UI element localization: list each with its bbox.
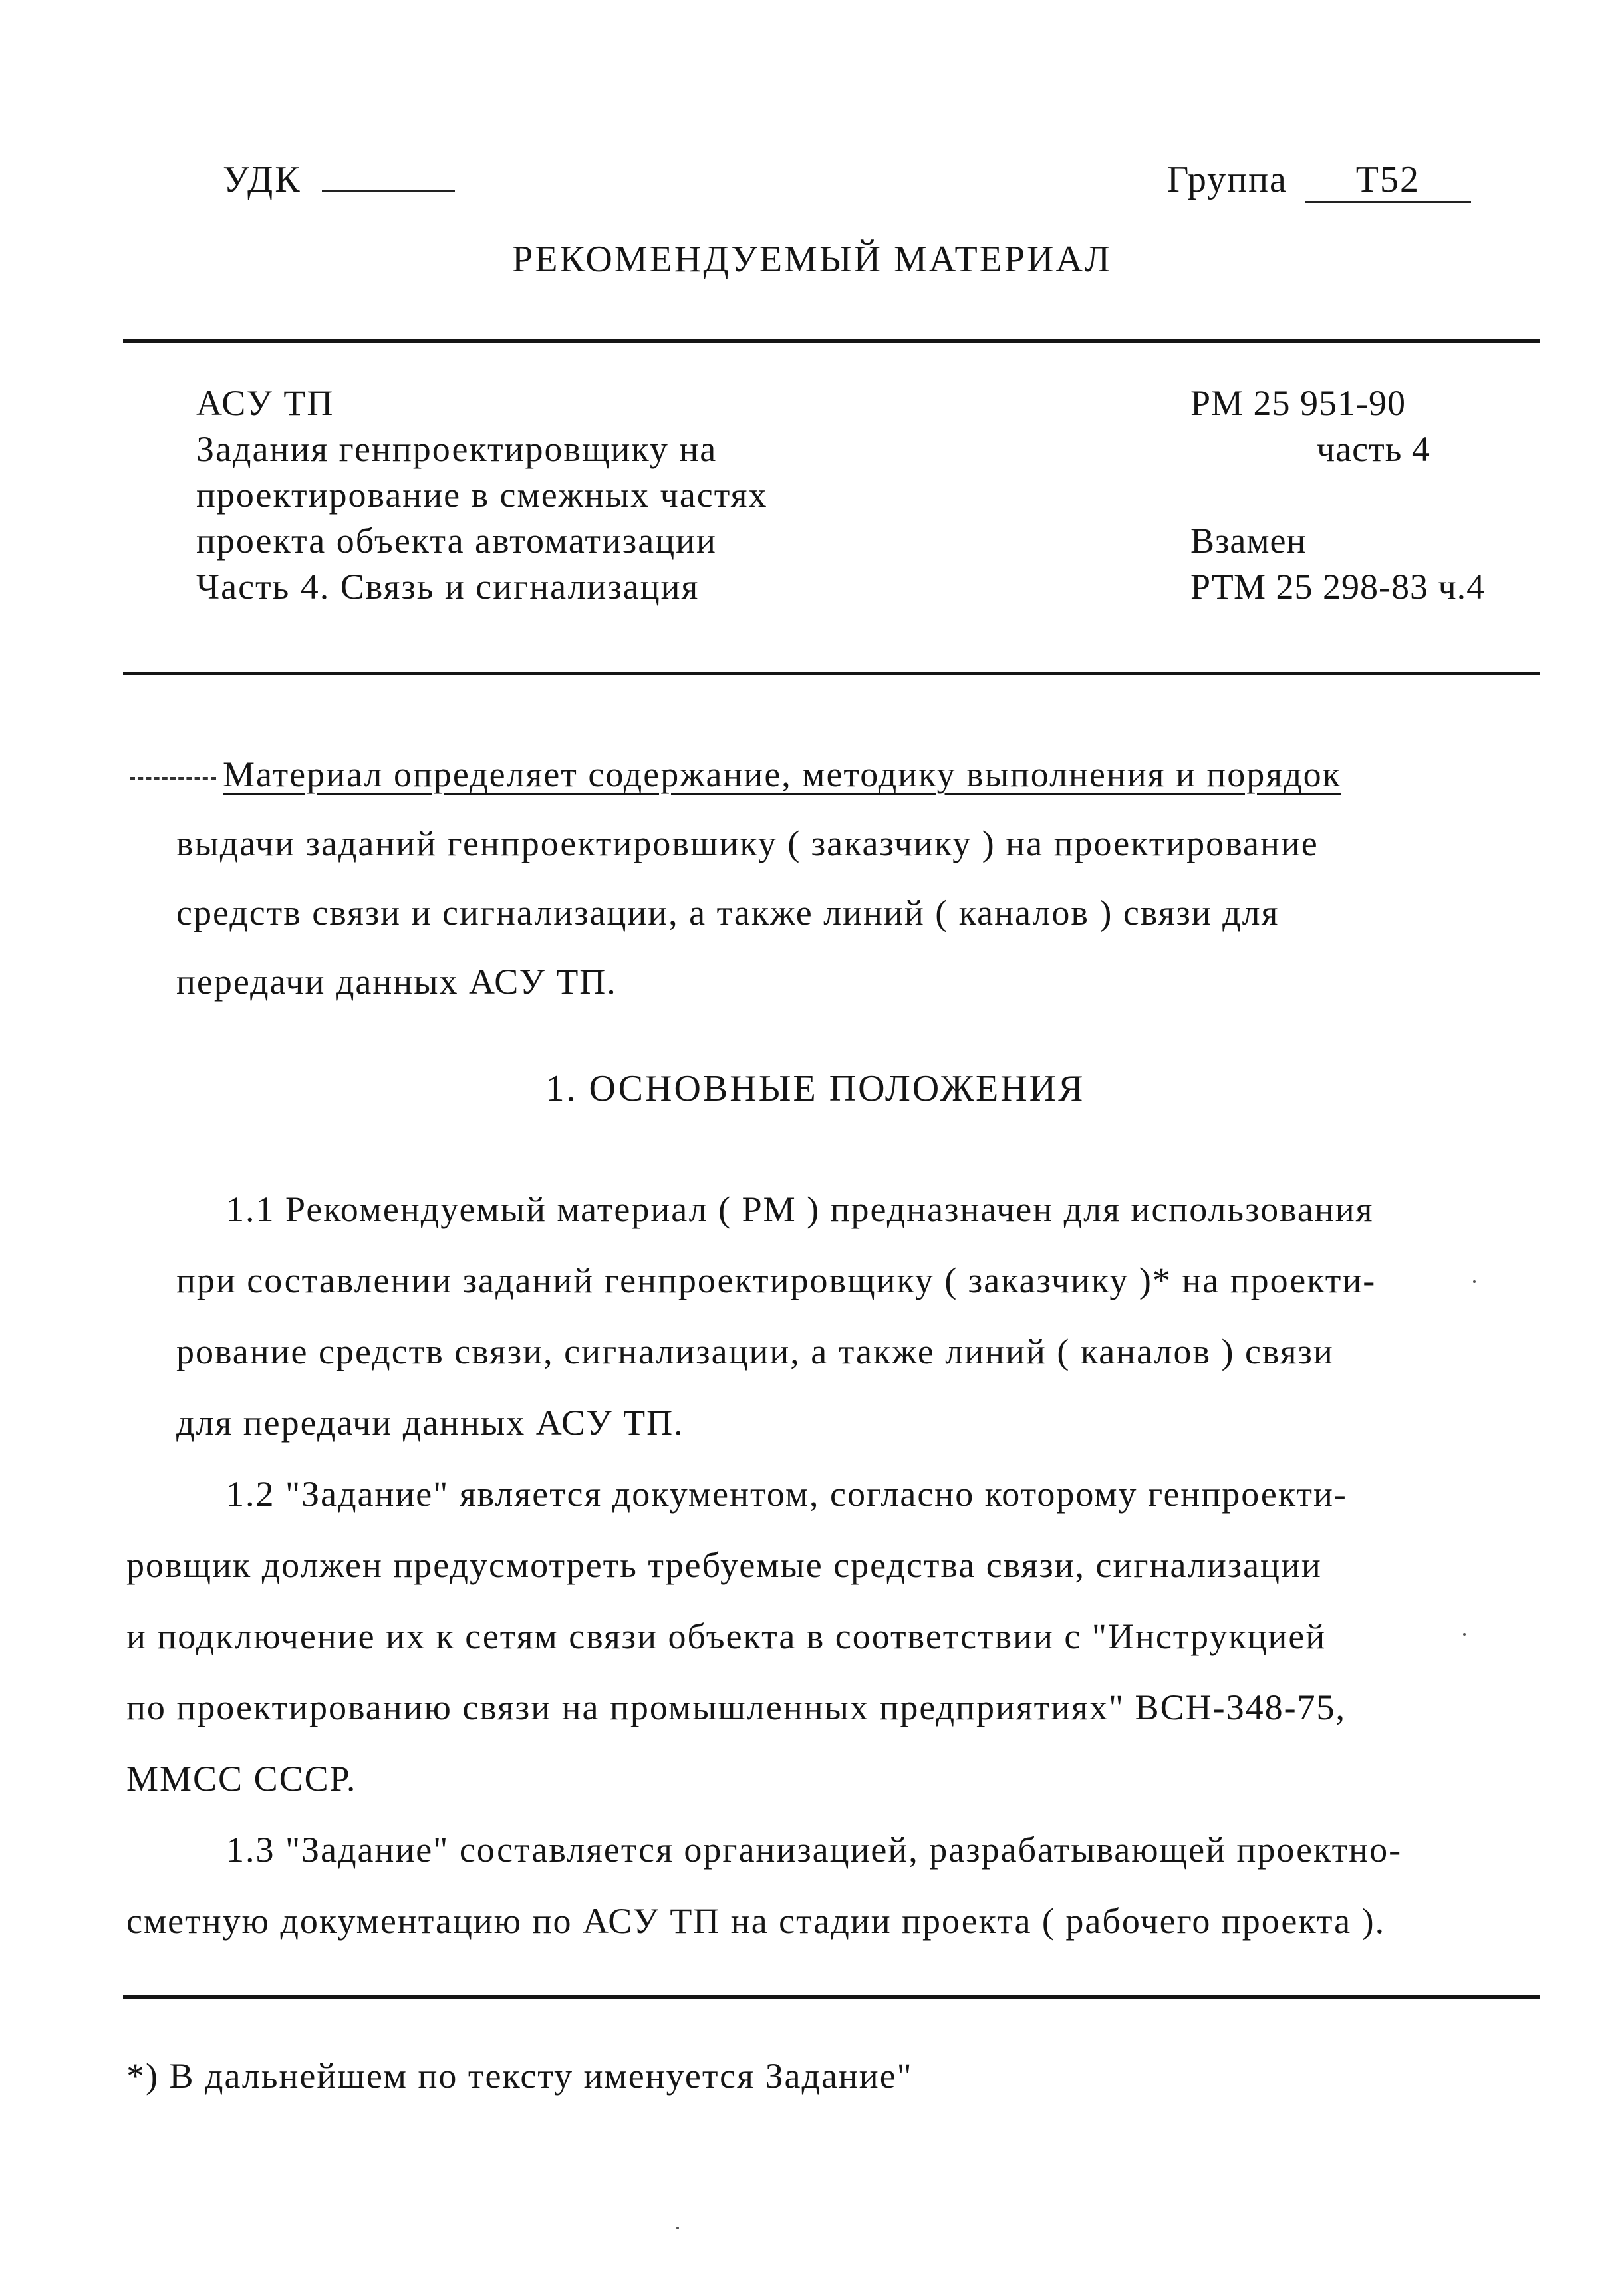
intro-line: средств связи и сигнализации, а также линий ( каналов ) связи для	[176, 893, 1280, 932]
section-body	[0, 1174, 1402, 1957]
paragraph-line: ровщик должен предусмотреть требуемые средства связи, сигнализации	[126, 1545, 1322, 1585]
paragraph-line: 1.1 Рекомендуемый материал ( РМ ) предназначен для использования	[226, 1189, 1374, 1229]
paragraph-line: рование средств связи, сигнализации, а также линий ( каналов ) связи	[176, 1332, 1334, 1371]
scan-speck	[1473, 1280, 1476, 1283]
title-line: Часть 4. Связь и сигнализация	[196, 567, 700, 607]
designation-part: часть 4	[1317, 429, 1430, 469]
designation-block	[1190, 380, 1485, 610]
footnote: *) В дальнейшем по тексту именуется Задание"	[126, 2056, 913, 2096]
paragraph-line: и подключение их к сетям связи объекта в соответствии с "Инструкцией	[126, 1616, 1327, 1656]
udk-label: УДК	[223, 159, 302, 200]
paragraph-line: сметную документацию по АСУ ТП на стадии проекта ( рабочего проекта ).	[126, 1901, 1386, 1941]
udk-field	[223, 158, 455, 201]
dash-leader	[130, 777, 216, 780]
intro-paragraph	[176, 740, 1341, 1016]
intro-line: передачи данных АСУ ТП.	[176, 962, 617, 1002]
top-rule	[123, 339, 1540, 343]
designation: РМ 25 951-90	[1190, 383, 1407, 423]
title-line: АСУ ТП	[196, 383, 335, 423]
scan-speck	[676, 2227, 679, 2229]
title-line: Задания генпроектировщику на	[196, 429, 718, 469]
title-line: проекта объекта автоматизации	[196, 521, 717, 561]
group-label: Группа	[1167, 159, 1287, 200]
intro-line: выдачи заданий генпроектировшику ( заказчику ) на проектирование	[176, 823, 1319, 863]
title-line: проектирование в смежных частях	[196, 475, 768, 515]
paragraph-line: по проектированию связи на промышленных предприятиях" ВСН-348-75,	[126, 1687, 1347, 1727]
group-value: Т52	[1305, 158, 1471, 203]
title-rule	[123, 672, 1540, 675]
paragraph-line: для передачи данных АСУ ТП.	[176, 1403, 684, 1443]
replaces-label: Взамен	[1190, 521, 1307, 561]
group-field	[1167, 158, 1471, 203]
paragraph-line: 1.2 "Задание" является документом, согласно которому генпроекти-	[226, 1474, 1347, 1514]
paragraph-line: ММСС СССР.	[126, 1759, 357, 1798]
scan-speck	[1463, 1633, 1466, 1636]
document-kind: РЕКОМЕНДУЕМЫЙ МАТЕРИАЛ	[512, 239, 1112, 280]
title-block	[196, 380, 767, 610]
paragraph-line: при составлении заданий генпроектировщику ( заказчику )* на проекти-	[176, 1260, 1377, 1300]
intro-line: Материал определяет содержание, методику выполнения и порядок	[176, 740, 1341, 809]
replaces-value: РТМ 25 298-83 ч.4	[1190, 567, 1486, 607]
section-heading: 1. ОСНОВНЫЕ ПОЛОЖЕНИЯ	[545, 1068, 1085, 1109]
paragraph-line: 1.3 "Задание" составляется организацией, разрабатывающей проектно-	[226, 1830, 1403, 1870]
udk-blank	[322, 183, 455, 192]
footnote-rule	[123, 1995, 1540, 1999]
